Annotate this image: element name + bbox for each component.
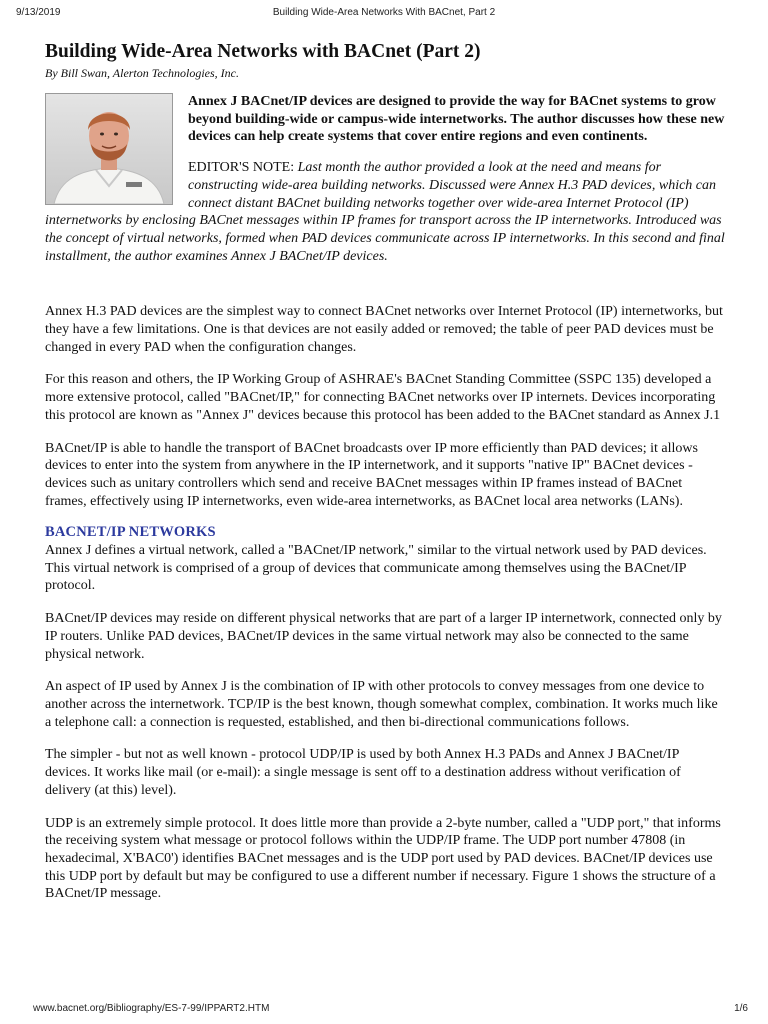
author-portrait-image — [46, 94, 172, 204]
section-paragraph: BACnet/IP devices may reside on different physical networks that are part of a larger IP internetwork, connected only by IP routers. Unlike PAD devices, BACnet/IP devices in the same virtual network may also be connected to the same physical network. — [45, 611, 722, 662]
section-paragraph: Annex J defines a virtual network, called a "BACnet/IP network," similar to the virtual network used by PAD devices. This virtual network is comprised of a group of devices that communicate among themselves using the BACnet/IP protocol. — [45, 543, 707, 594]
article-lede: Annex J BACnet/IP devices are designed to provide the way for BACnet systems to grow beyond building-wide or campus-wide internetworks. The author discusses how these new devices can help create systems that cover entire regions and even continents. — [188, 94, 725, 145]
section-heading: BACNET/IP NETWORKS — [45, 524, 216, 541]
editors-note-label: EDITOR'S NOTE: — [188, 160, 298, 176]
section-paragraph: An aspect of IP used by Annex J is the combination of IP with other protocols to convey messages from one device to another across the internetwork. TCP/IP is the best known, though somewhat complex, combination. It works much like a telephone call: a connection is requested, established, and then bi-directional communications follows. — [45, 679, 718, 730]
body-paragraph: Annex H.3 PAD devices are the simplest way to connect BACnet networks over Internet Protocol (IP) internetworks, but they have a few limitations. One is that devices are not easily added or removed; the table of peer PAD devices must be changed in every PAD when the configuration changes. — [45, 304, 723, 355]
article — [45, 40, 727, 903]
article-title: Building Wide-Area Networks with BACnet (Part 2) — [45, 41, 481, 62]
section-paragraph: UDP is an extremely simple protocol. It does little more than provide a 2-byte number, called a "UDP port," that informs the receiving system what message or protocol follows within the UDP/IP frame. The UDP port number 47808 (in hexadecimal, X'BAC0') identifies BACnet messages and is the UDP port used by PAD devices. BACnet/IP devices use this UDP port by default but may be configured to use a different number if necessary. Figure 1 shows the structure of a BACnet/IP message. — [45, 815, 721, 902]
author-photo — [45, 93, 173, 205]
print-header — [16, 7, 752, 21]
body-paragraph: For this reason and others, the IP Working Group of ASHRAE's BACnet Standing Committee (SSPC 135) developed a more extensive protocol, called "BACnet/IP," for connecting BACnet networks over IP internets. Devices incorporating this protocol are known as "Annex J" devices because this protocol has been added to the BACnet standard as Annex J.1 — [45, 372, 721, 423]
body-paragraph: BACnet/IP is able to handle the transport of BACnet broadcasts over IP more efficiently than PAD devices; it allows devices to enter into the system from anywhere in the IP internetwork, and it supports "native IP" BACnet devices - devices such as unitary controllers which send and receive BACnet messages within IP frames instead of BACnet frames, effectively using IP internetworks, even wide-area internetworks, as BACnet local area networks (LANs). — [45, 440, 698, 509]
page-number: 1/6 — [734, 1003, 748, 1014]
print-title: Building Wide-Area Networks With BACnet, Part 2 — [272, 7, 496, 18]
editors-note-text: Last month the author provided a look at the need and means for constructing wide-area building networks. Discussed were Annex H.3 PAD devices, which can connect distant BACnet building networks together over wide-area Internet Protocol (IP) internetworks by enclosing BACnet messages within IP frames for transport across the IP internetworks. Introduced was the concept of virtual networks, formed when PAD devices communicate across IP internetworks. In this second and final installment, the author examines Annex J BACnet/IP devices. — [45, 160, 725, 264]
print-footer — [33, 1003, 748, 1017]
print-date: 9/13/2019 — [16, 7, 61, 18]
article-intro — [45, 93, 727, 265]
article-byline: By Bill Swan, Alerton Technologies, Inc. — [45, 66, 239, 80]
section-paragraph: The simpler - but not as well known - protocol UDP/IP is used by both Annex H.3 PADs and Annex J BACnet/IP devices. It works like mail (or e-mail): a single message is sent off to a destination address without verification of delivery (at this) level). — [45, 747, 681, 798]
print-url: www.bacnet.org/Bibliography/ES-7-99/IPPART2.HTM — [33, 1003, 270, 1014]
